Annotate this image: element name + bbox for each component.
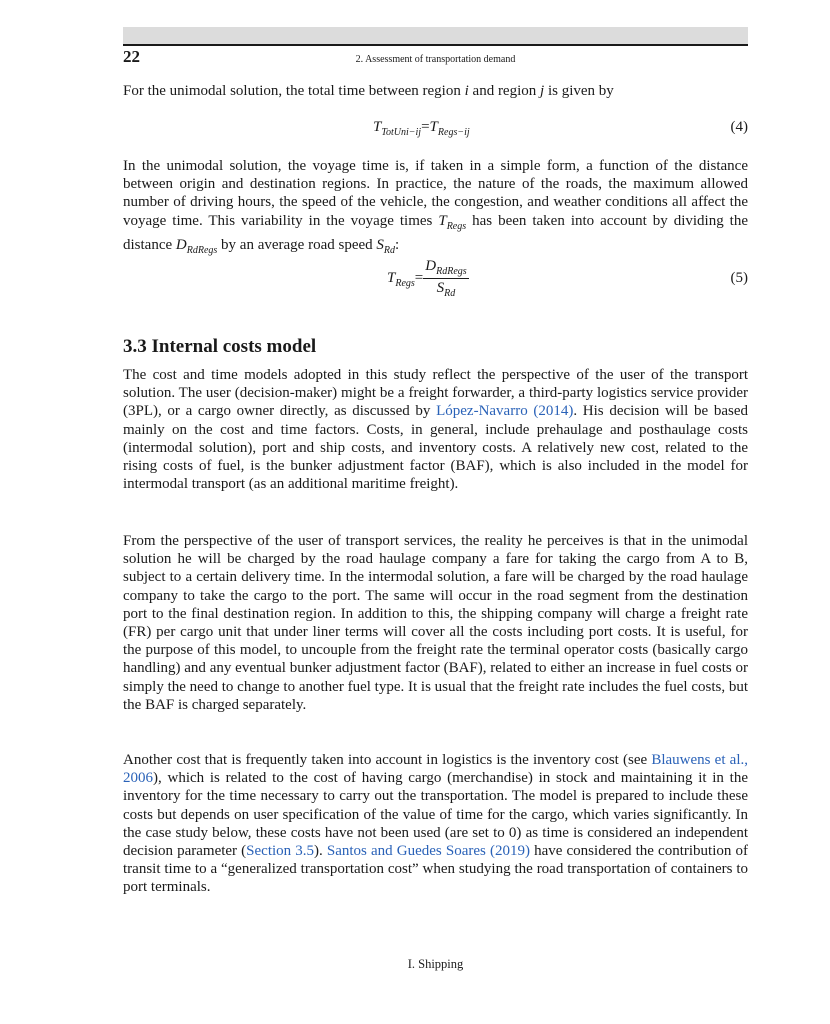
equation-5-number: (5): [730, 270, 748, 286]
page-number: 22: [123, 47, 140, 66]
section-heading: 3.3 Internal costs model: [123, 336, 317, 357]
inventory-paragraph: Another cost that is frequently taken into account in logistics is the inventory cost (see Blauwens et al., 2006), which is related to the cost of having cargo (merchandise) in stock and maintaining it in the inventory for the time necessary to carry out the transportation. The model is prepared to include these costs but depends on user specification of the value of time for the cargo, which varies significantly. In the case study below, these costs have not been used (are set to 0) as time is considered an independent decision parameter (Section 3.5). Santos and Guedes Soares (2019) have considered the contribution of transit time to a “generalized transportation cost” when studying the road transportation of containers to port terminals.: [123, 752, 749, 896]
citation-section-3-5[interactable]: Section 3.5: [246, 843, 315, 860]
equation-4: [123, 119, 748, 149]
cost-models-paragraph: The cost and time models adopted in this study reflect the perspective of the user of the transport solution. The user (decision-maker) might be a freight forwarder, a third-party logistics service provider (3PL), or a cargo owner directly, as discussed by López-Navarro (2014). His decision will be based mainly on the cost and time factors. Costs, in general, include prehaulage and posthaulage costs (intermodal solution), port and ship costs, and inventory costs. A relatively new cost, related to the rising costs of fuel, is the bunker adjustment factor (BAF), which is also included in the model for intermodal transport (as an additional maritime freight).: [123, 367, 748, 493]
fraction-numerator: $D_{RdRegs}$: [425, 258, 467, 277]
equation-5-body: $T_{Regs}=$ $\frac{D_{RdRegs}}{S_{Rd}}$: [387, 258, 467, 299]
user-perspective-paragraph: From the perspective of the user of transport services, the reality he perceives is that in the unimodal solution he will be charged by the road haulage company a fare for taking the cargo from A to B, subject to a certain delivery time. In the intermodal solution, a fare will be charged by the road haulage company to take the cargo to the port. The same will occur in the road segment from the destination port to the final destination region. In addition to this, the shipping company will charge a freight rate (FR) per cargo unit that under liner terms will cover all the costs including port costs. It is useful, for the purpose of this model, to uncouple from the freight rate the terminal operator costs (basically cargo handling) and any eventual bunker adjustment factor (BAF), related to either an increase in fuel costs or simply the need to change to another fuel type. It is usual that the freight rate includes the fuel costs, but the BAF is charged separately.: [123, 533, 748, 713]
voyage-paragraph: In the unimodal solution, the voyage time is, if taken in a simple form, a function of the distance between origin and destination regions. In practice, the nature of the roads, the maximum allowed number of driving hours, the speed of the vehicle, the congestion, and weather conditions all affect the voyage time. This variability in the voyage times $T_{Regs}$ has been taken into account by dividing the distance $D_{RdRegs}$ by an average road speed $S_{Rd}$:: [123, 158, 748, 256]
equation-4-number: (4): [730, 119, 748, 135]
citation-santos-guedes-soares[interactable]: Santos and Guedes Soares (2019): [326, 843, 530, 860]
equation-5-fraction: [423, 258, 468, 299]
footer: I. Shipping: [407, 957, 464, 971]
equation-5: [123, 258, 748, 300]
intro-paragraph: For the unimodal solution, the total time between region i and region j is given by: [123, 83, 614, 99]
equation-4-body: $T_{TotUni-ij}=T_{Regs-ij}$: [373, 119, 470, 138]
header-rule: [123, 44, 748, 46]
citation-blauwens[interactable]: Blauwens et al., 2006: [123, 752, 749, 787]
header-band: [123, 27, 748, 44]
running-title: 2. Assessment of transportation demand: [355, 54, 516, 65]
fraction-denominator: $S_{Rd}$: [436, 280, 456, 299]
citation-lopez-navarro[interactable]: López-Navarro (2014): [436, 403, 574, 420]
